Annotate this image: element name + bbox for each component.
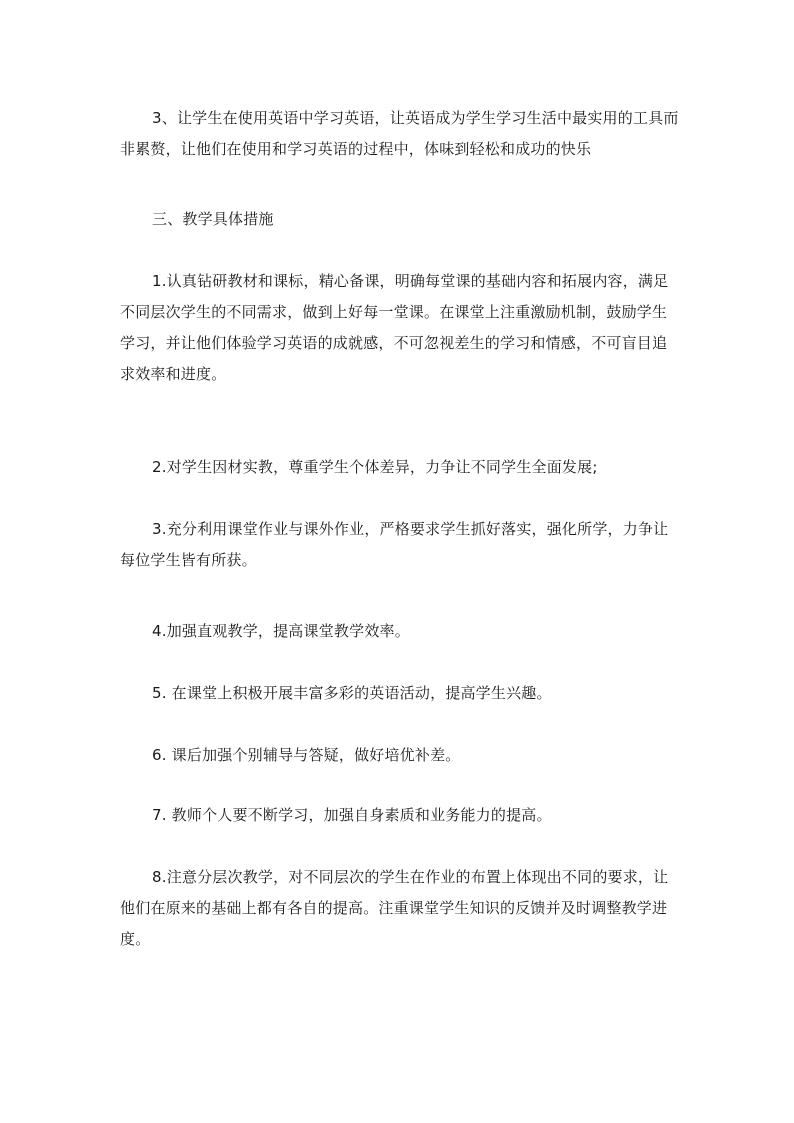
paragraph-measure-7: 7. 教师个人要不断学习，加强自身素质和业务能力的提高。 bbox=[152, 806, 552, 824]
paragraph-measure-2: 2.对学生因材实教，尊重学生个体差异，力争让不同学生全面发展; bbox=[152, 458, 598, 476]
paragraph-measure-8: 8.注意分层次教学，对不同层次的学生在作业的布置上体现出不同的要求，让他们在原来的基础上都有各自的提高。注重课堂学生知识的反馈并及时调整教学进度。 bbox=[120, 868, 669, 948]
paragraph-measure-5: 5. 在课堂上积极开展丰富多彩的英语活动，提高学生兴趣。 bbox=[152, 684, 552, 702]
paragraph-measure-6: 6. 课后加强个别辅导与答疑，做好培优补差。 bbox=[152, 746, 461, 764]
paragraph-measure-3: 3.充分利用课堂作业与课外作业，严格要求学生抓好落实，强化所学，力争让每位学生皆有所获。 bbox=[120, 520, 669, 569]
paragraph-goal-3: 3、让学生在使用英语中学习英语，让英语成为学生学习生活中最实用的工具而非累赘，让他们在使用和学习英语的过程中，体味到轻松和成功的快乐 bbox=[120, 109, 679, 158]
section-heading-teaching-measures: 三、教学具体措施 bbox=[152, 210, 274, 228]
paragraph-measure-4: 4.加强直观教学，提高课堂教学效率。 bbox=[152, 622, 410, 640]
paragraph-measure-1: 1.认真钻研教材和课标，精心备课，明确每堂课的基础内容和拓展内容，满足不同层次学生的不同需求，做到上好每一堂课。在课堂上注重激励机制，鼓励学生学习，并让他们体验学习英语的成就感，不可忽视差生的学习和情感，不可盲目追求效率和进度。 bbox=[120, 272, 669, 383]
